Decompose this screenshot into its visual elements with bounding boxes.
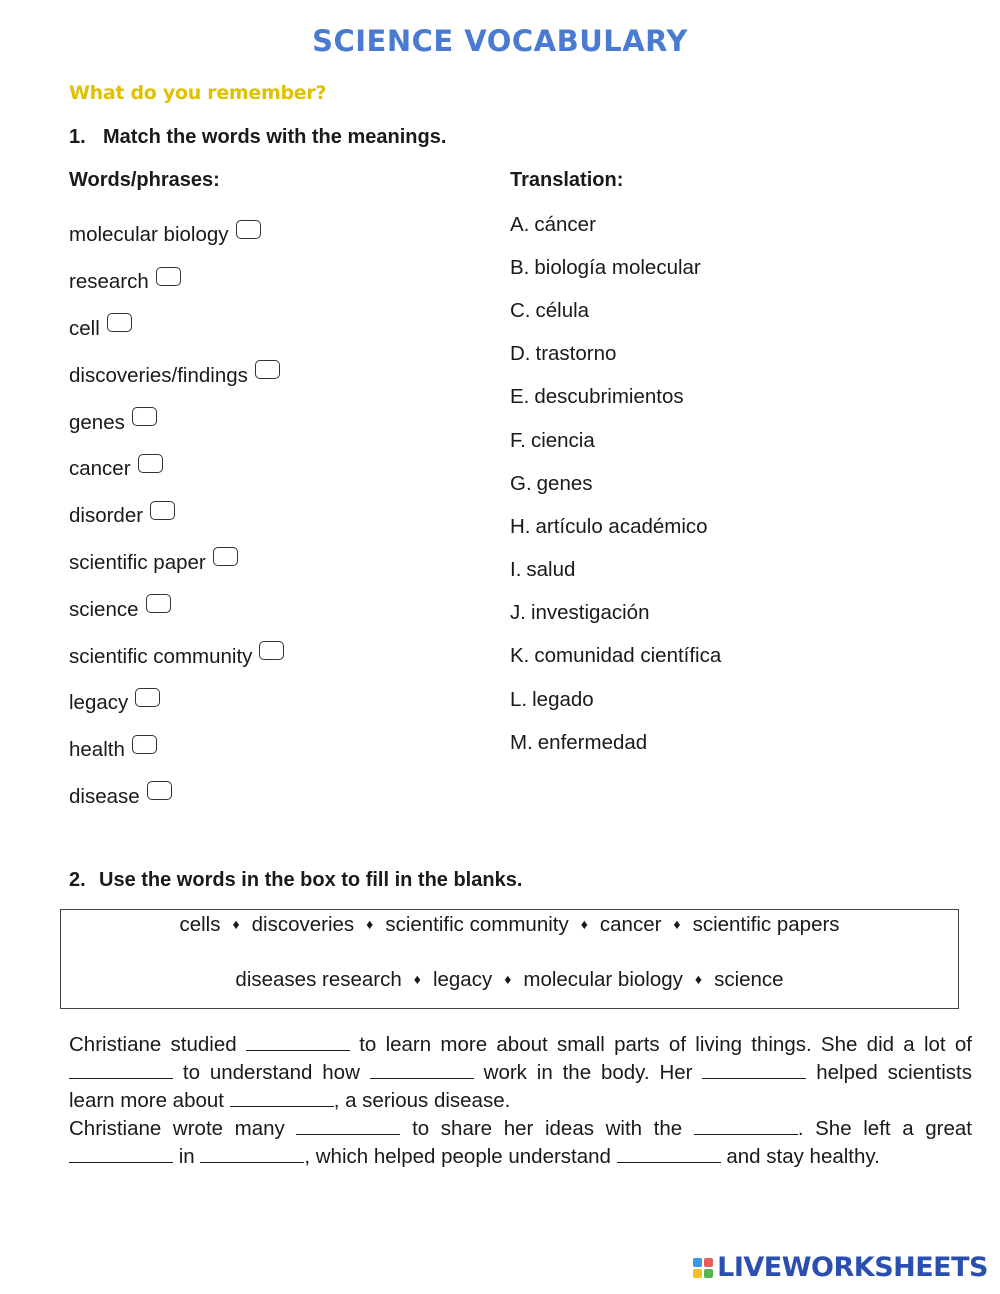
word-box-item: cancer [599,913,662,936]
word-label: legacy [69,691,129,715]
answer-input-box[interactable] [132,735,157,754]
fill-in-passage [69,1031,972,1171]
diamond-separator-icon: ♦ [694,971,703,987]
word-box-item: scientific papers [692,913,840,936]
blank-input[interactable] [69,1060,173,1079]
brand-icon-tile [693,1258,702,1267]
brand-grid-icon [693,1258,713,1278]
translation-letter: C. [510,298,531,322]
word-label: scientific community [69,644,253,668]
word-row [69,633,284,680]
translation-item [510,462,721,505]
answer-input-box[interactable] [135,688,160,707]
translation-letter: J. [510,601,526,625]
word-row [69,352,284,399]
translation-letter: I. [510,558,522,582]
brand-logo [693,1252,988,1283]
word-label: molecular biology [69,223,229,247]
word-label: health [69,738,125,762]
word-label: disorder [69,504,144,528]
diamond-separator-icon: ♦ [504,971,512,987]
passage-text: to share her ideas with the [400,1117,694,1140]
answer-input-box[interactable] [255,360,280,379]
translation-text: descubrimientos [534,385,684,409]
word-label: cell [69,316,100,340]
word-box-line-2 [61,968,958,992]
diamond-separator-icon: ♦ [232,916,240,932]
word-label: science [69,597,139,621]
passage-text: , which helped people understand [304,1145,617,1168]
passage-text: work in the body. Her [473,1061,703,1084]
passage-text: to understand how [173,1061,370,1084]
diamond-separator-icon: ♦ [366,916,374,932]
word-row [69,306,284,353]
translation-letter: K. [510,644,530,668]
word-box-item: cells [179,913,221,936]
word-row [69,774,284,821]
passage-text: . She left a great [797,1117,972,1140]
blank-input[interactable] [200,1144,304,1163]
word-box-item: discoveries [251,913,355,936]
translation-text: genes [536,471,593,495]
translation-text: salud [526,558,576,582]
words-header: Words/phrases: [69,169,220,191]
word-box-item: legacy [432,968,493,991]
brand-icon-tile [704,1258,713,1267]
blank-input[interactable] [246,1032,350,1051]
passage-text: helped scientists learn more about [69,1061,972,1112]
translation-letter: F. [510,428,526,452]
translation-item [510,203,721,246]
translation-text: enfermedad [537,730,648,754]
translation-letter: L. [510,687,528,711]
translation-item [510,592,721,635]
answer-input-box[interactable] [138,454,163,473]
translation-letter: H. [510,514,531,538]
brand-icon-tile [704,1269,713,1278]
word-row [69,540,284,587]
words-list [69,212,284,820]
word-box-line-1 [61,913,958,937]
question-1-text: Match the words with the meanings. [103,126,447,148]
question-2-title [69,869,522,892]
translation-text: célula [535,298,590,322]
translation-text: biología molecular [534,255,701,279]
answer-input-box[interactable] [146,594,171,613]
translation-item [510,289,721,332]
word-box-item: scientific community [385,913,569,936]
diamond-separator-icon: ♦ [580,916,588,932]
question-1-number: 1. [69,126,86,148]
translation-text: artículo académico [535,514,708,538]
word-row [69,680,284,727]
word-box-item: molecular biology [523,968,683,991]
blank-input[interactable] [617,1144,721,1163]
translation-letter: G. [510,471,532,495]
translation-letter: D. [510,342,531,366]
word-row [69,493,284,540]
translation-item [510,549,721,592]
translation-letter: B. [510,255,530,279]
blank-input[interactable] [694,1116,798,1135]
page-title: SCIENCE VOCABULARY [312,24,688,58]
answer-input-box[interactable] [156,267,181,286]
answer-input-box[interactable] [236,220,261,239]
translation-item [510,678,721,721]
passage-text: in [173,1145,201,1168]
translation-letter: E. [510,385,530,409]
translation-item [510,721,721,764]
translation-header: Translation: [510,169,624,191]
word-label: disease [69,784,140,808]
blank-input[interactable] [230,1088,334,1107]
answer-input-box[interactable] [213,547,238,566]
translation-letter: M. [510,730,533,754]
translation-item [510,505,721,548]
answer-input-box[interactable] [147,781,172,800]
translation-text: trastorno [535,342,617,366]
translation-item [510,635,721,678]
question-2-text: Use the words in the box to fill in the blanks. [99,869,523,891]
blank-input[interactable] [370,1060,474,1079]
blank-input[interactable] [296,1116,400,1135]
brand-name: LIVEWORKSHEETS [717,1252,988,1283]
passage-text: and stay healthy. [720,1145,880,1168]
word-label: scientific paper [69,550,206,574]
word-row [69,586,284,633]
word-row [69,259,284,306]
translation-item [510,246,721,289]
passage-paragraph [69,1031,972,1115]
answer-input-box[interactable] [150,501,175,520]
passage-text: Christiane wrote many [69,1117,297,1140]
translation-text: cáncer [534,212,596,236]
passage-text: , a serious disease. [333,1089,511,1112]
blank-input[interactable] [69,1144,173,1163]
translation-text: ciencia [530,428,595,452]
translation-list [510,203,721,764]
answer-input-box[interactable] [132,407,157,426]
diamond-separator-icon: ♦ [673,916,681,932]
word-label: cancer [69,457,131,481]
word-row [69,727,284,774]
passage-text: Christiane studied [69,1033,246,1056]
translation-text: comunidad científica [534,644,722,668]
translation-text: legado [532,687,594,711]
word-label: research [69,270,149,294]
translation-text: investigación [530,601,650,625]
question-1-title [69,126,446,149]
brand-icon-tile [693,1269,702,1278]
word-label: discoveries/findings [69,363,248,387]
word-row [69,446,284,493]
answer-input-box[interactable] [107,313,132,332]
translation-item [510,333,721,376]
section-subtitle: What do you remember? [69,82,327,104]
blank-input[interactable] [702,1060,806,1079]
word-box [60,909,959,1009]
passage-text: to learn more about small parts of living things. She did a lot of [349,1033,972,1056]
word-label: genes [69,410,125,434]
word-row [69,212,284,259]
word-row [69,399,284,446]
passage-paragraph [69,1115,972,1171]
translation-item [510,419,721,462]
question-2-number: 2. [69,869,86,891]
word-box-item: diseases research [235,968,402,991]
translation-item [510,376,721,419]
word-box-item: science [714,968,784,991]
diamond-separator-icon: ♦ [413,971,421,987]
translation-letter: A. [510,212,530,236]
answer-input-box[interactable] [259,641,284,660]
